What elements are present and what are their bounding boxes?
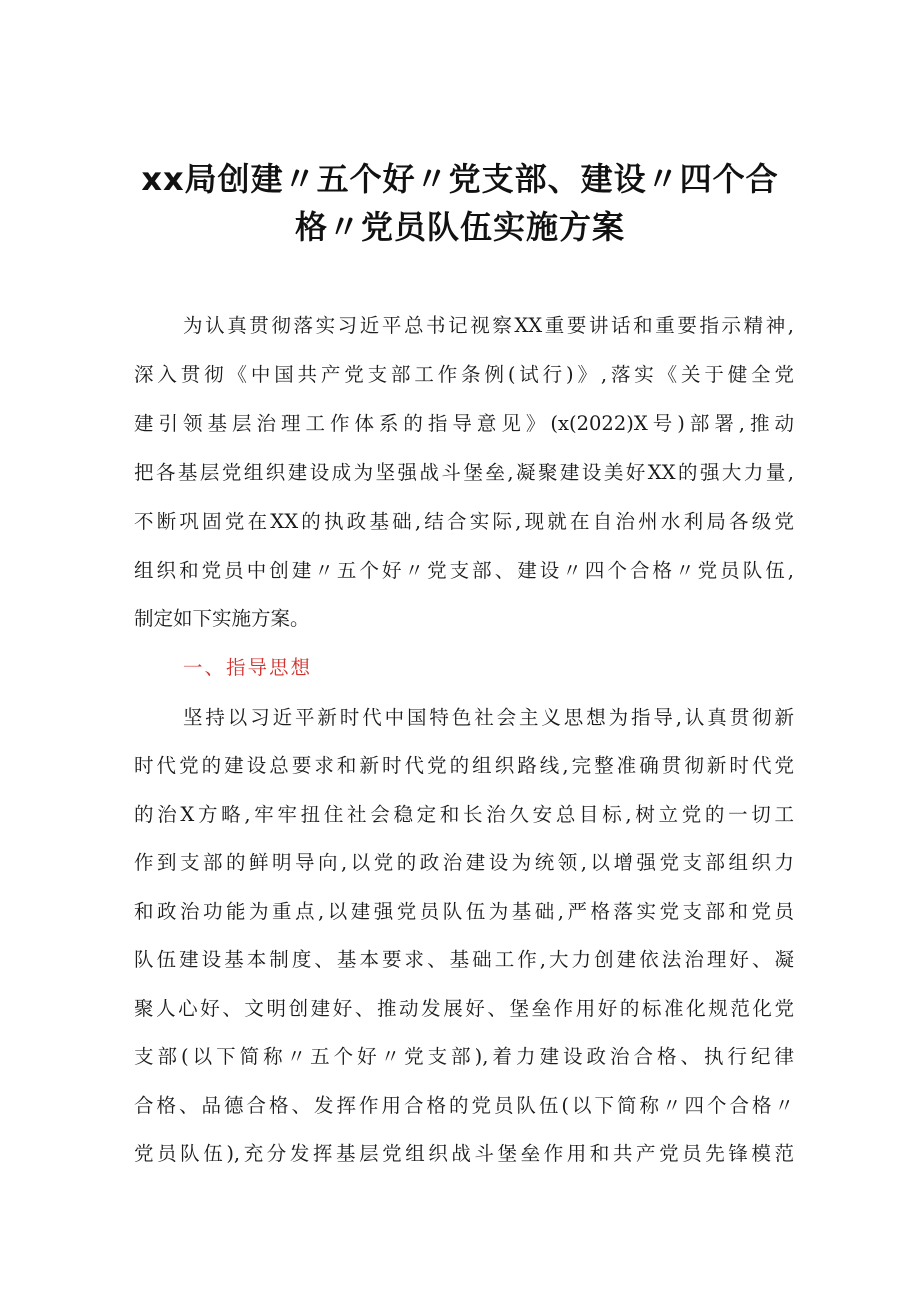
section-line: 合格、品德合格、发挥作用合格的党员队伍(以下简称〃四个合格〃 [134, 1094, 794, 1117]
intro-line: 不断巩固党在XX的执政基础,结合实际,现就在自治州水利局各级党 [134, 510, 794, 533]
intro-line: 深入贯彻《中国共产党支部工作条例(试行)》,落实《关于健全党 [134, 363, 794, 386]
section-line: 坚持以习近平新时代中国特色社会主义思想为指导,认真贯彻新 [183, 706, 794, 729]
intro-line: 制定如下实施方案。 [134, 607, 310, 630]
section-line: 聚人心好、文明创建好、推动发展好、堡垒作用好的标准化规范化党 [134, 997, 794, 1020]
document-title-line-2: 格〃党员队伍实施方案 [294, 208, 625, 246]
section-line: 作到支部的鲜明导向,以党的政治建设为统领,以增强党支部组织力 [134, 851, 794, 874]
intro-line: 为认真贯彻落实习近平总书记视察XX重要讲话和重要指示精神, [183, 314, 794, 337]
section-line: 党员队伍),充分发挥基层党组织战斗堡垒作用和共产党员先锋模范 [134, 1142, 794, 1165]
intro-line: 把各基层党组织建设成为坚强战斗堡垒,凝聚建设美好XX的强大力量, [134, 461, 794, 484]
section-line: 支部(以下简称〃五个好〃党支部),着力建设政治合格、执行纪律 [134, 1045, 794, 1068]
section-line: 和政治功能为重点,以建强党员队伍为基础,严格落实党支部和党员 [134, 900, 794, 923]
section-line: 时代党的建设总要求和新时代党的组织路线,完整准确贯彻新时代党 [134, 754, 794, 777]
document-title-line-1: xx局创建〃五个好〃党支部、建设〃四个合 [141, 160, 779, 198]
intro-line: 组织和党员中创建〃五个好〃党支部、建设〃四个合格〃党员队伍, [134, 559, 794, 582]
intro-line: 建引领基层治理工作体系的指导意见》(x(2022)X号)部署,推动 [134, 412, 794, 435]
section-line: 的治X方略,牢牢扭住社会稳定和长治久安总目标,树立党的一切工 [134, 803, 794, 826]
section-heading: 一、指导思想 [183, 656, 313, 679]
section-line: 队伍建设基本制度、基本要求、基础工作,大力创建依法治理好、凝 [134, 948, 794, 971]
